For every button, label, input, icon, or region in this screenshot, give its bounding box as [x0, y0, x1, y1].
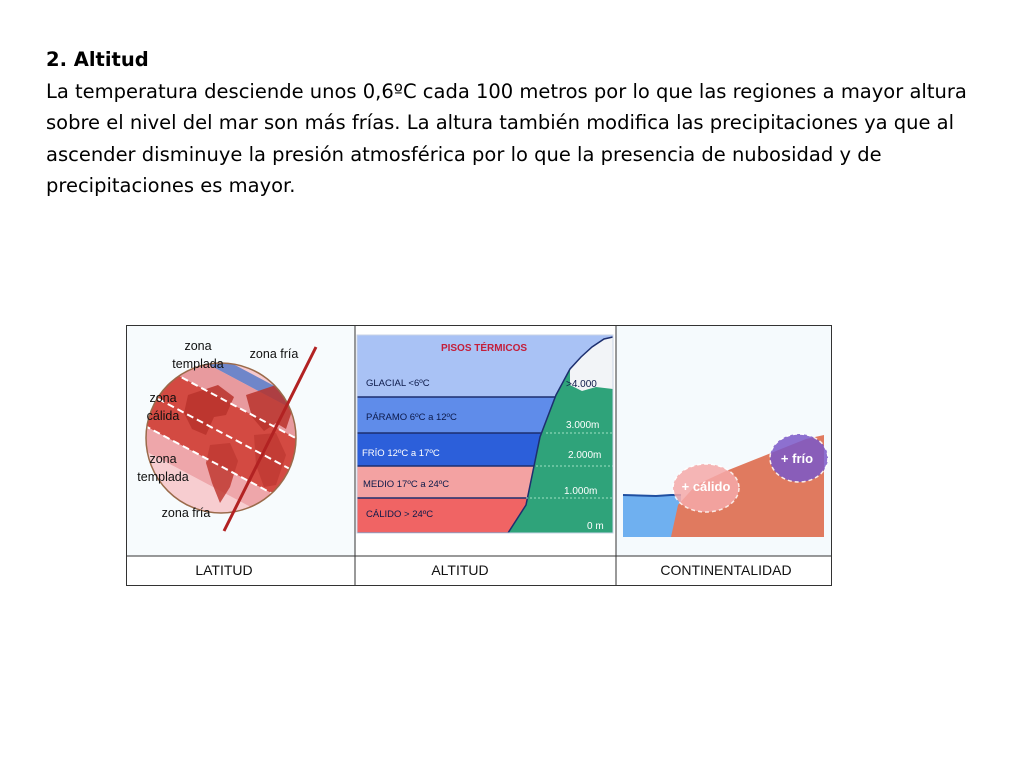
thermal-floors-chart [357, 335, 613, 533]
floor-label-paramo: PÁRAMO 6ºC a 12ºC [366, 412, 457, 423]
caption-altitud: ALTITUD [431, 562, 489, 578]
slide-body: La temperatura desciende unos 0,6ºC cada 100 metros por lo que las regiones a mayor altura sobre el nivel del mar son más frías. La altura también modifica las precipitaciones ya que al ascender disminuye la presión atmosférica por lo que la presencia de nubosidad y de precipitaciones es mayor. [46, 79, 967, 197]
caption-continentalidad: CONTINENTALIDAD [660, 562, 792, 578]
label-zona-templada-top-1: zona [184, 339, 212, 353]
sea-surface [623, 495, 681, 496]
label-mas-calido: + cálido [681, 479, 731, 494]
label-zona-templada-bottom-2: templada [137, 470, 189, 484]
label-zona-calida-2: cálida [146, 409, 180, 423]
sea [623, 495, 681, 537]
height-label-1000: 1.000m [564, 486, 598, 497]
height-label-4000: >4.000 [566, 379, 597, 390]
climate-factors-figure [126, 325, 832, 586]
floor-label-glacial: GLACIAL <6ºC [366, 378, 430, 389]
floor-label-frio: FRÍO 12ºC a 17ºC [362, 448, 440, 459]
label-mas-frio: + frío [780, 451, 814, 466]
label-zona-fria-bottom: zona fría [161, 506, 211, 520]
floor-label-medio: MEDIO 17ºC a 24ºC [363, 479, 450, 490]
label-zona-templada-top-2: templada [172, 357, 224, 371]
height-label-0: 0 m [587, 521, 604, 532]
label-zona-templada-bottom-1: zona [149, 452, 177, 466]
climate-factors-svg [126, 325, 832, 586]
height-label-3000: 3.000m [566, 420, 600, 431]
label-zona-calida-1: zona [149, 391, 177, 405]
caption-latitud: LATITUD [195, 562, 253, 578]
height-label-2000: 2.000m [568, 450, 602, 461]
label-zona-fria-top: zona fría [249, 347, 299, 361]
slide-text [46, 44, 986, 202]
slide-title: 2. Altitud [46, 48, 149, 71]
floor-label-calido: CÁLIDO > 24ºC [366, 509, 434, 520]
thermal-floors-title: PISOS TÉRMICOS [440, 343, 528, 354]
